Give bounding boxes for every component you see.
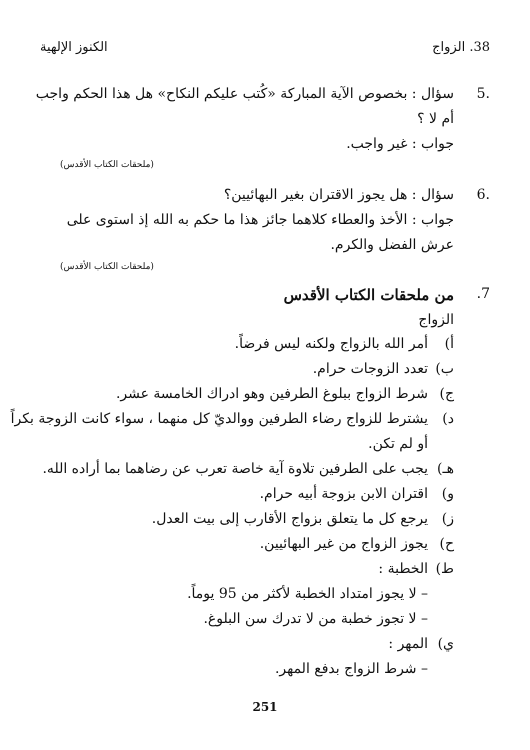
question-number: 5.	[476, 86, 490, 102]
section-7	[10, 284, 490, 704]
answer-text: جواب : الأخذ والعطاء كلاهما جائز هذا ما حكم به الله إذ استوى على عرش الفضل والكرم.	[66, 212, 454, 253]
question-number: 6.	[476, 187, 490, 203]
header-chapter	[432, 40, 490, 55]
page-number: 251	[252, 700, 278, 714]
dash-item: – لا تجوز خطبة من لا تدرك سن البلوغ.	[203, 611, 428, 627]
chapter-title: 38. الزواج	[432, 40, 490, 55]
section-title: من ملحقات الكتاب الأقدس	[283, 286, 454, 304]
header-book-title: الكنوز الإلهية	[40, 40, 108, 55]
section-subtitle: الزواج	[418, 312, 454, 328]
question-6	[30, 183, 490, 258]
source-note: (ملحقات الكتاب الأقدس)	[60, 262, 154, 272]
rules-list: أ) أمر الله بالزواج ولكنه ليس فرضاً. ب) تعدد الزوجات حرام. ج) شرط الزواج ببلوغ الطرفين وهو ادراك الخامسة عشر. د) يشترط للزواج رضاء الطرفين ووالديّ كل منهما ، سواء كانت الزوجة بكراً أو لم تكن. هـ) يجب على الطرفين تلاوة آية خاصة تعرب عن رضاهما بما أراده الله. و) اقتران الابن بزوجة أبيه حرام. ز) يرجع كل ما يتعلق بزواج الأقارب إلى بيت العدل. ح) يجوز الزواج من غير البهائيين. ط) الخطبة : – لا يجوز امتداد الخطبة لأكثر من 95 يوماً. – لا تجوز خطبة من لا تدرك سن البلوغ. ي) المهر : – شرط الزواج بدفع المهر.	[10, 336, 454, 677]
dash-item: – شرط الزواج بدفع المهر.	[274, 661, 428, 677]
question-text: سؤال : بخصوص الآية المباركة «كُتب عليكم النكاح» هل هذا الحكم واجب أم لا ؟	[35, 86, 454, 127]
source-note: (ملحقات الكتاب الأقدس)	[60, 160, 154, 170]
section-number: 7.	[476, 286, 490, 302]
answer-text: جواب : غير واجب.	[346, 136, 454, 152]
question-5	[30, 82, 490, 157]
question-text: سؤال : هل يجوز الاقتران بغير البهائيين؟	[223, 187, 454, 203]
dash-item: – لا يجوز امتداد الخطبة لأكثر من 95 يوماً.	[187, 586, 428, 602]
